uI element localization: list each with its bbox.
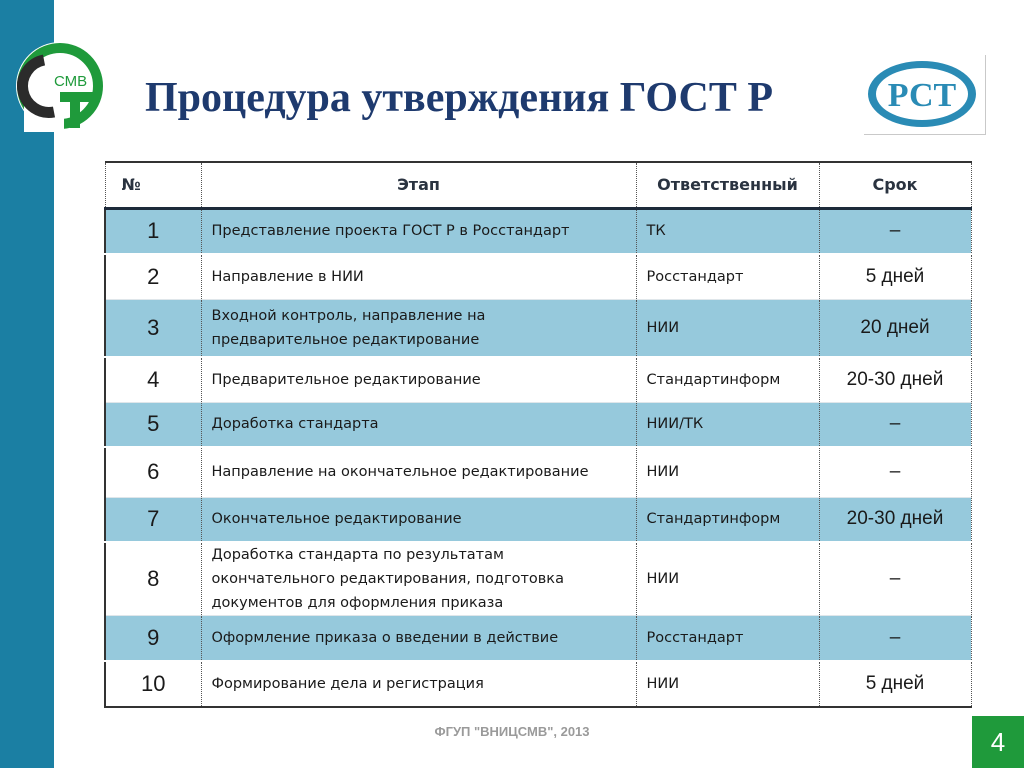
- table-row: [105, 254, 971, 299]
- row-number: 4: [105, 357, 201, 402]
- row-responsible: НИИ: [636, 299, 819, 357]
- table-row: [105, 299, 971, 357]
- row-stage: Окончательное редактирование: [201, 497, 636, 542]
- row-term: 20-30 дней: [819, 497, 971, 542]
- table-row: [105, 402, 971, 447]
- table-header-row: [105, 162, 971, 208]
- page-title: Процедура утверждения ГОСТ Р: [145, 75, 774, 121]
- row-number: 10: [105, 661, 201, 707]
- table-row: [105, 208, 971, 254]
- row-term: 20-30 дней: [819, 357, 971, 402]
- row-term: 5 дней: [819, 254, 971, 299]
- row-stage: Входной контроль, направление на предварительное редактирование: [201, 299, 636, 357]
- row-term: –: [819, 208, 971, 254]
- row-responsible: НИИ/ТК: [636, 402, 819, 447]
- row-term: –: [819, 402, 971, 447]
- row-number: 1: [105, 208, 201, 254]
- row-responsible: Стандартинформ: [636, 357, 819, 402]
- procedure-table: [104, 161, 972, 708]
- row-stage: Предварительное редактирование: [201, 357, 636, 402]
- table-row: [105, 357, 971, 402]
- row-number: 7: [105, 497, 201, 542]
- row-term: –: [819, 542, 971, 616]
- row-stage: Направление на окончательное редактирование: [201, 447, 636, 497]
- header-term: Срок: [819, 162, 971, 208]
- table-row: [105, 542, 971, 616]
- header-stage: Этап: [201, 162, 636, 208]
- row-responsible: Росстандарт: [636, 616, 819, 661]
- row-stage: Представление проекта ГОСТ Р в Росстандарт: [201, 208, 636, 254]
- row-number: 2: [105, 254, 201, 299]
- row-number: 6: [105, 447, 201, 497]
- table-row: [105, 497, 971, 542]
- footer-copyright: ФГУП "ВНИЦСМВ", 2013: [434, 724, 590, 739]
- row-term: –: [819, 447, 971, 497]
- rst-logo-text: РСТ: [887, 77, 957, 114]
- row-responsible: НИИ: [636, 661, 819, 707]
- table-row: [105, 661, 971, 707]
- row-responsible: НИИ: [636, 542, 819, 616]
- table-row: [105, 616, 971, 661]
- row-stage: Доработка стандарта: [201, 402, 636, 447]
- row-number: 5: [105, 402, 201, 447]
- table-row: [105, 447, 971, 497]
- row-responsible: Росстандарт: [636, 254, 819, 299]
- header-responsible: Ответственный: [636, 162, 819, 208]
- cmv-logo: [14, 40, 106, 132]
- row-number: 8: [105, 542, 201, 616]
- row-responsible: ТК: [636, 208, 819, 254]
- row-stage: Формирование дела и регистрация: [201, 661, 636, 707]
- header-number: №: [105, 162, 201, 208]
- row-term: 5 дней: [819, 661, 971, 707]
- rst-logo: [864, 55, 986, 135]
- row-stage: Доработка стандарта по результатам окончательного редактирования, подготовка документов для оформления приказа: [201, 542, 636, 616]
- row-number: 9: [105, 616, 201, 661]
- row-responsible: Стандартинформ: [636, 497, 819, 542]
- cmv-logo-text: СМВ: [54, 73, 88, 90]
- row-term: 20 дней: [819, 299, 971, 357]
- row-term: –: [819, 616, 971, 661]
- row-stage: Направление в НИИ: [201, 254, 636, 299]
- page-number-badge: 4: [972, 716, 1024, 768]
- row-number: 3: [105, 299, 201, 357]
- row-stage: Оформление приказа о введении в действие: [201, 616, 636, 661]
- row-responsible: НИИ: [636, 447, 819, 497]
